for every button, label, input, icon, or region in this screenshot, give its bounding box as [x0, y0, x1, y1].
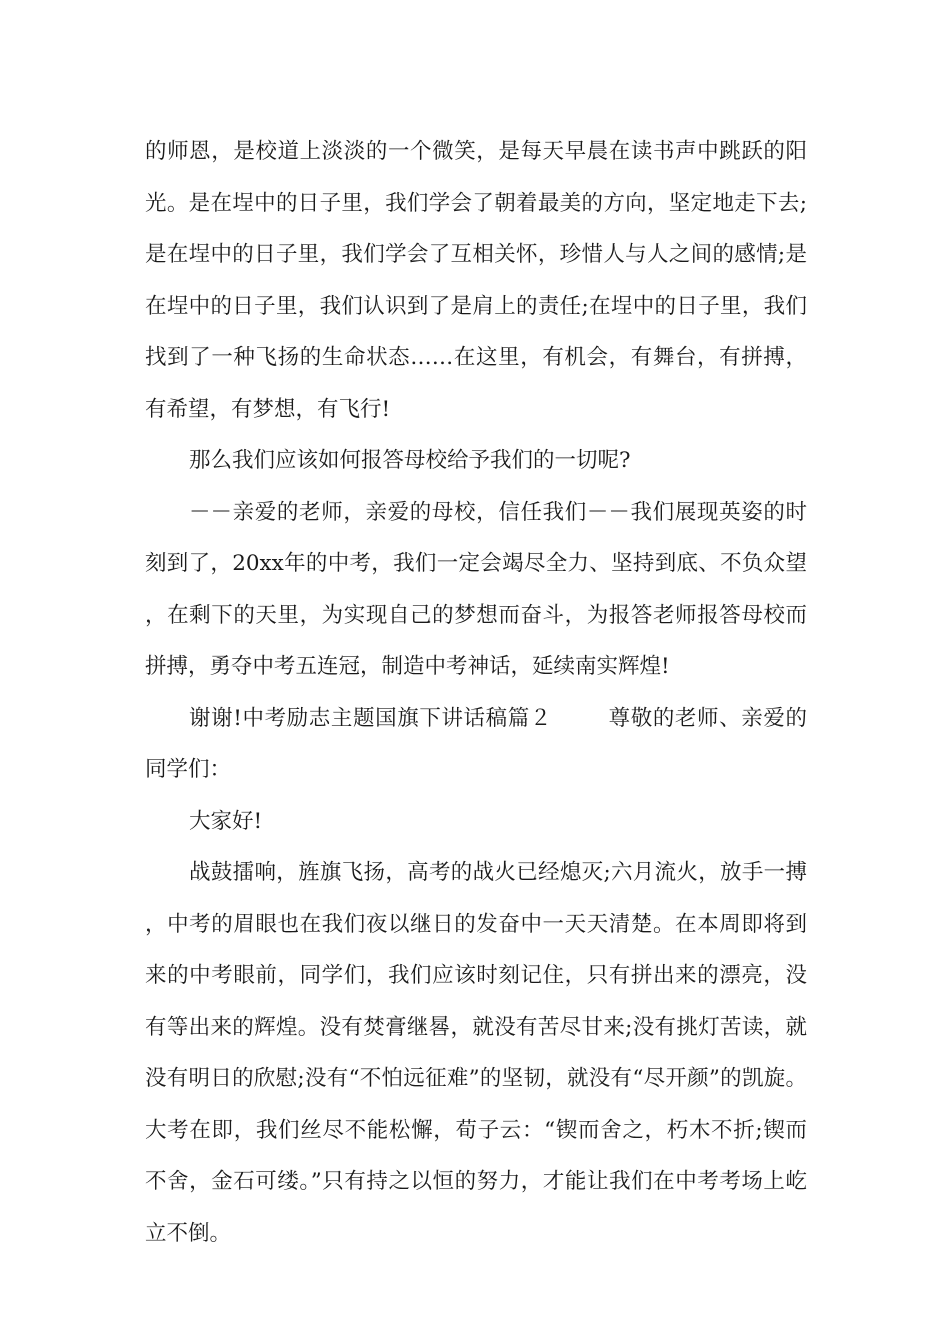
paragraph-continuation: 的师恩，是校道上淡淡的一个微笑，是每天早晨在读书声中跳跃的阳光。是在埕中的日子里，我们学会了朝着最美的方向，坚定地走下去;是在埕中的日子里，我们学会了互相关怀，珍惜人与人之间的感情;是在埕中的日子里，我们认识到了是肩上的责任;在埕中的日子里，我们找到了一种飞扬的生命状态……在这里，有机会，有舞台，有拼搏，有希望，有梦想，有飞行! [145, 139, 807, 422]
paragraph-pledge: －－亲爱的老师，亲爱的母校，信任我们－－我们展现英姿的时刻到了，20xx年的中考，我们一定会竭尽全力、坚持到底、不负众望，在剩下的天里，为实现自己的梦想而奋斗，为报答老师报答母校而拼搏，勇夺中考五连冠，制造中考神话，延续南实辉煌! [145, 499, 807, 679]
paragraph-question: 那么我们应该如何报答母校给予我们的一切呢? [189, 448, 631, 473]
document-body [145, 126, 807, 1259]
paragraph-greeting: 大家好! [189, 808, 263, 834]
speech-salutation: 尊敬的老师、亲爱的同学们： [145, 705, 807, 782]
speech-title: 谢谢!中考励志主题国旗下讲话稿篇２ [189, 705, 552, 731]
paragraph-speech-heading [145, 693, 807, 796]
paragraph-exam-encouragement: 战鼓擂响，旌旗飞扬，高考的战火已经熄灭;六月流火，放手一搏，中考的眉眼也在我们夜以继日的发奋中一天天清楚。在本周即将到来的中考眼前，同学们，我们应该时刻记住，只有拼出来的漂亮，没有等出来的辉煌。没有焚膏继晷，就没有苦尽甘来;没有挑灯苦读，就没有明日的欣慰;没有“不怕远征难”的坚韧，就没有“尽开颜”的凯旋。大考在即，我们丝尽不能松懈，荀子云：“锲而舍之，朽木不折;锲而不舍，金石可缕。”只有持之以恒的努力，才能让我们在中考考场上屹立不倒。 [145, 860, 807, 1246]
